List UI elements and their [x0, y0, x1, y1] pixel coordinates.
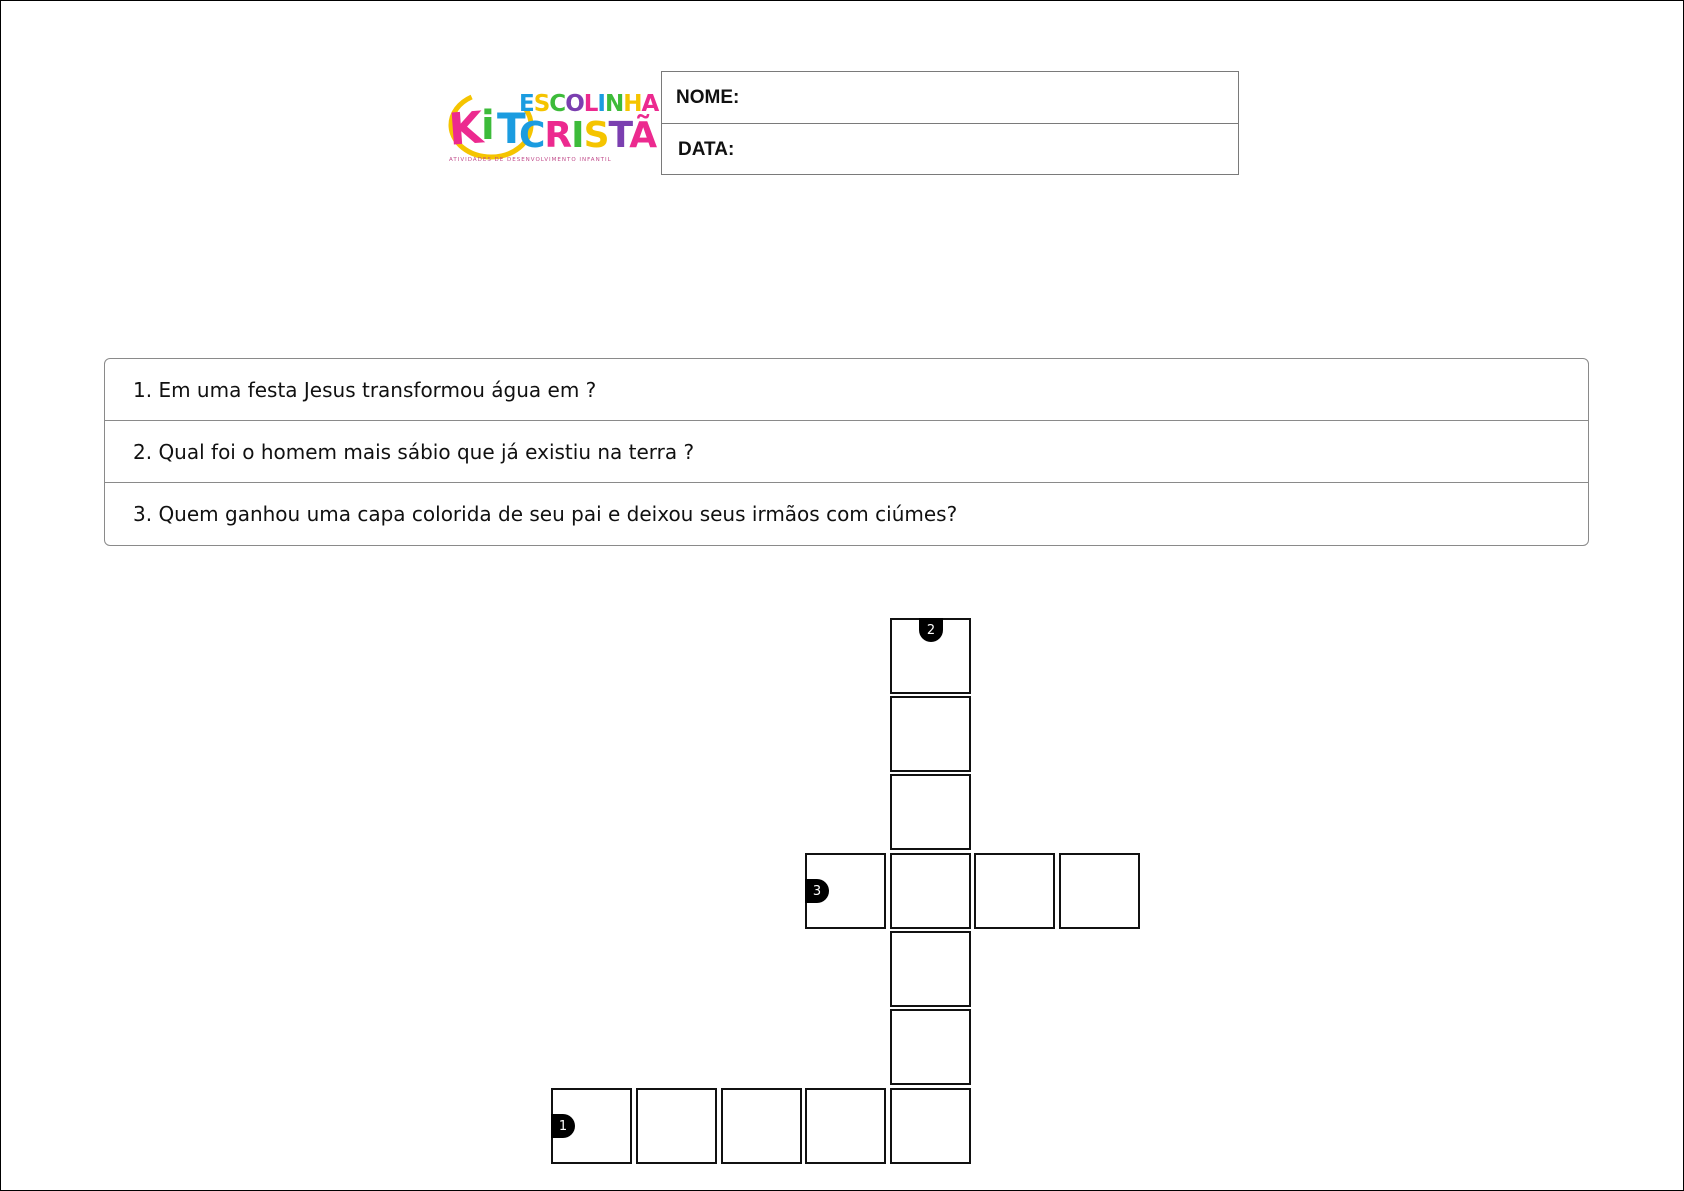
crossword-cell[interactable] [890, 696, 971, 772]
name-date-box [661, 71, 1239, 175]
crossword-cell[interactable] [890, 774, 971, 850]
clue-number-2-badge: 2 [919, 618, 943, 642]
crossword-cell[interactable] [890, 931, 971, 1007]
svg-text:ESCOLINHA: ESCOLINHA [519, 91, 659, 117]
date-field[interactable] [662, 124, 1238, 176]
crossword-cell[interactable] [890, 853, 971, 929]
clues-list [104, 358, 1589, 546]
svg-text:K: K [447, 102, 485, 156]
crossword-cell[interactable] [551, 1088, 632, 1164]
svg-text:CRISTÃ: CRISTÃ [519, 115, 657, 156]
crossword-cell[interactable] [890, 618, 971, 694]
svg-text:T: T [497, 104, 526, 153]
kit-escolinha-crista-logo [445, 81, 659, 165]
svg-text:ATIVIDADES DE DESENVOLVIMENTO: ATIVIDADES DE DESENVOLVIMENTO INFANTIL [449, 157, 612, 163]
svg-text:i: i [481, 103, 495, 149]
crossword-cell[interactable] [1059, 853, 1140, 929]
crossword-cell[interactable] [890, 1088, 971, 1164]
clue-number-3-badge: 3 [805, 879, 829, 903]
name-label: NOME: [676, 86, 740, 108]
name-field[interactable] [662, 72, 1238, 124]
clue-2: 2. Qual foi o homem mais sábio que já existiu na terra ? [105, 421, 1588, 483]
crossword-cell[interactable] [805, 1088, 886, 1164]
clue-1: 1. Em uma festa Jesus transformou água em ? [105, 359, 1588, 421]
clue-number-1-badge: 1 [551, 1114, 575, 1138]
crossword-cell[interactable] [890, 1009, 971, 1085]
date-label: DATA: [678, 139, 735, 160]
crossword-cell[interactable] [974, 853, 1055, 929]
clue-3: 3. Quem ganhou uma capa colorida de seu pai e deixou seus irmãos com ciúmes? [133, 502, 958, 526]
crossword-cell[interactable] [721, 1088, 802, 1164]
crossword-cell[interactable] [805, 853, 886, 929]
crossword-cell[interactable] [636, 1088, 717, 1164]
